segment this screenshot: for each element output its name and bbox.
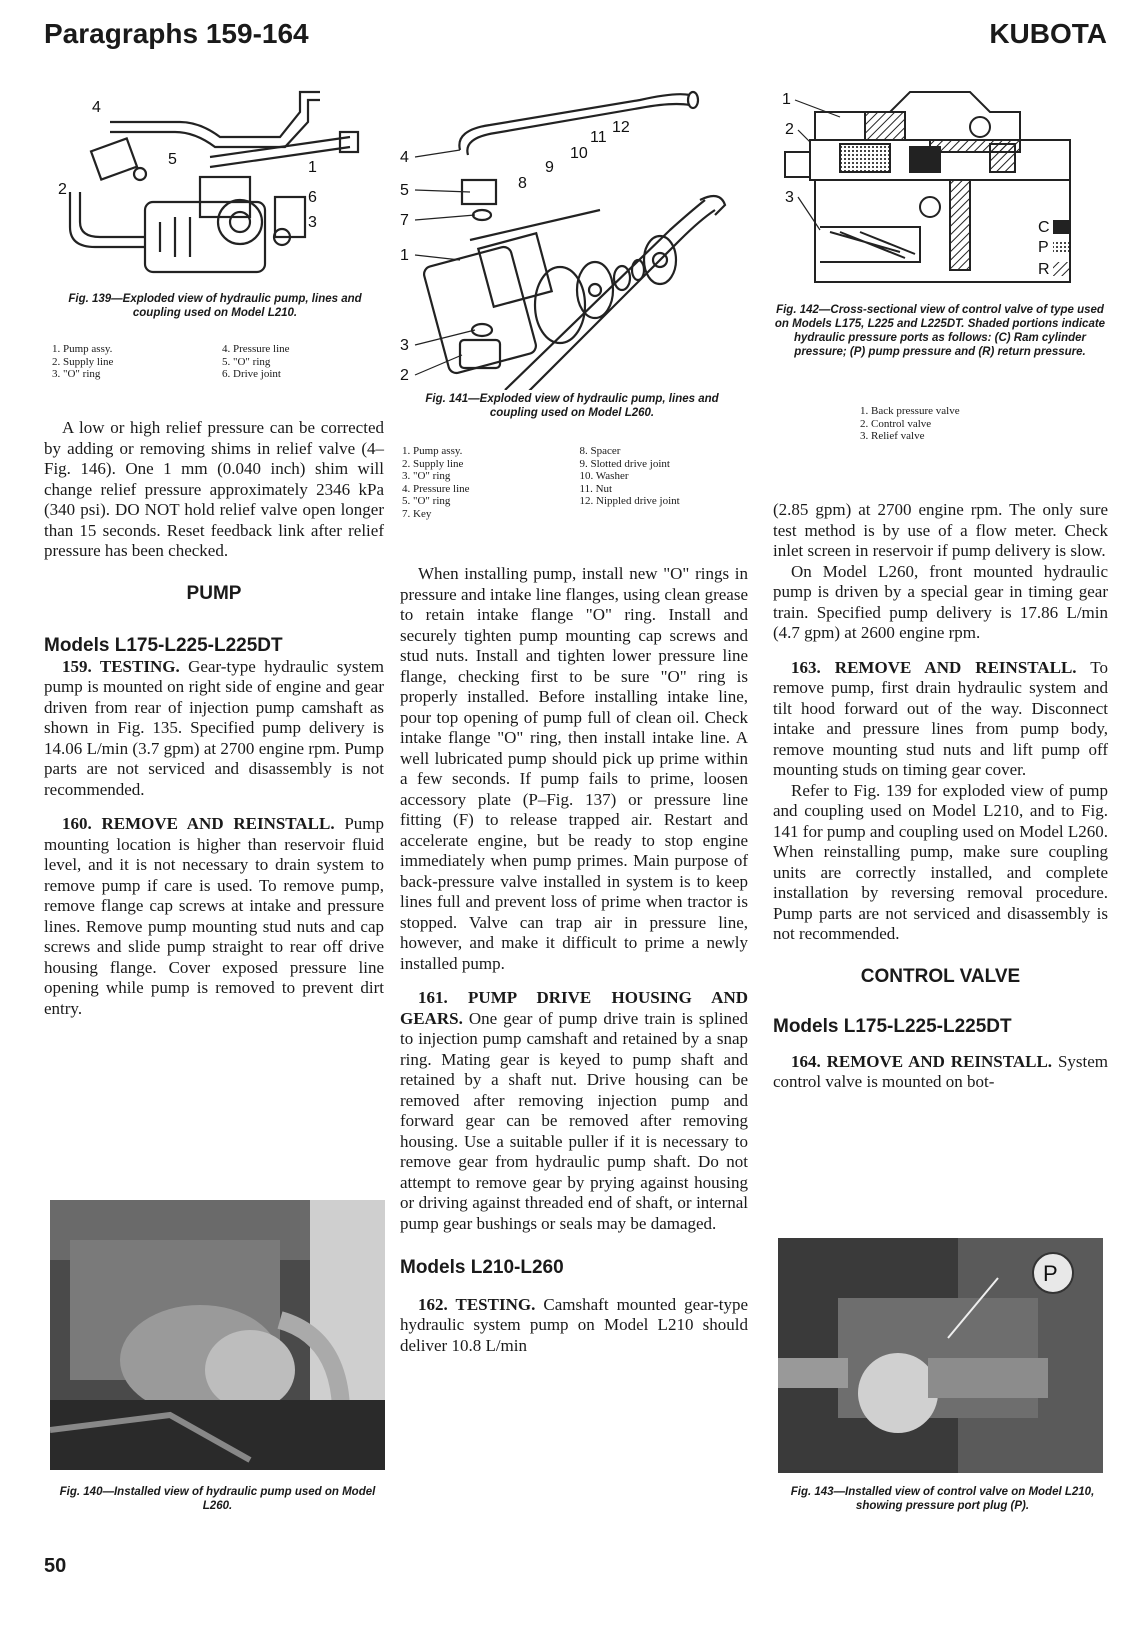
legend-item: 1. Back pressure valve xyxy=(860,405,960,417)
fig141-callout: 12 xyxy=(612,119,630,136)
fig142-drawing xyxy=(780,82,1105,297)
paragraph-installing-pump: When installing pump, install new "O" rings in pressure and intake line flanges, using clean grease to retain intake flange "O" ring. Install and securely tighten pump mounting cap screws and stud nuts. Install and tighten lower pressure line flange, checking first to be sure "O" ring is properly installed. Before installing intake line, pour top opening of pump full of clean oil. Check intake flange "O" ring, then install intake line. A well lubricated pump should pick up prime within a few seconds. If pump fails to prime, loosen accessory plate (P–Fig. 137) or pressure line fitting (F) to release trapped air. Restart and accelerate engine, but be ready to stop engine immediately when pump primes. Main purpose of back-pressure valve installed in system is to keep lines full and prevent loss of prime when tractor is stopped. Valve can trap air in pressure line, however, and make it difficult to prime a newly installed pump. xyxy=(400,564,748,973)
fig143-photo-render xyxy=(778,1238,1103,1473)
paragraph-164-lead: 164. REMOVE AND REINSTALL. xyxy=(791,1051,1053,1071)
fig141-callout: 1 xyxy=(400,247,409,264)
paragraph-163-lead: 163. REMOVE AND REINSTALL. xyxy=(791,657,1077,677)
legend-item: 11. Nut xyxy=(579,482,613,495)
fig142-key-c: C xyxy=(1038,219,1050,236)
fig139-drawing xyxy=(50,82,380,287)
fig139-callout: 5 xyxy=(168,151,177,168)
paragraph-161-lead: 161. PUMP DRIVE HOUSING AND GEARS. xyxy=(400,988,748,1028)
column-1 xyxy=(44,418,384,1019)
fig142-legend xyxy=(860,405,1060,443)
paragraph-relief-pressure: A low or high relief pressure can be corrected by adding or removing shims in relief valve (4–Fig. 146). One 1 mm (0.040 inch) shim will change relief pressure approximately 2346 kPa (340 psi). DO NOT hold relief valve open longer than 15 seconds. Reset feedback link after relief pressure has been checked. xyxy=(44,418,384,560)
fig143-caption: Fig. 143—Installed view of control valve on Model L210, showing pressure port plug (P). xyxy=(790,1486,1095,1512)
models-heading: Models L175-L225-L225DT xyxy=(44,635,283,656)
legend-item: 5. "O" ring xyxy=(402,495,451,507)
fig141-callout: 7 xyxy=(400,212,409,229)
legend-item: 4. Pressure line xyxy=(222,343,290,355)
fig142-callout: 3 xyxy=(785,189,794,206)
fig140-caption: Fig. 140—Installed view of hydraulic pump used on Model L260. xyxy=(59,1486,376,1512)
fig141-legend xyxy=(402,445,747,520)
fig141-callout: 10 xyxy=(570,145,588,162)
paragraph-159-text: Gear-type hydraulic system pump is mounted on right side of engine and gear driven from rear of injection pump camshaft as shown in Fig. 135. Specified pump delivery is 14.06 L/min (3.7 gpm) at 2700 engine rpm. Pump parts are not serviced and disassembly is not recommended. xyxy=(44,656,384,799)
paragraph-162-text: Camshaft mounted gear-type hydraulic system pump on Model L210 should deliver 10.8 L/min xyxy=(400,1294,748,1355)
fig143-label-p: P xyxy=(1043,1261,1058,1286)
section-heading-pump: PUMP xyxy=(186,582,242,604)
fig139-callout: 2 xyxy=(58,181,67,198)
legend-item: 2. Supply line xyxy=(52,355,114,368)
paragraph-test-method: (2.85 gpm) at 2700 engine rpm. The only sure test method is by use of a flow meter. Check inlet screen in reservoir if pump delivery is slow. xyxy=(773,500,1108,560)
fig142-key-p: P xyxy=(1038,239,1049,256)
paragraph-161-text: One gear of pump drive train is splined to injection pump camshaft and retained by a snap ring. Mating gear is keyed to pump shaft and retained by a shaft nut. Drive housing can be removed after removing injection pump and forward gear can be removed after removing housing. Use a suitable puller if it is necessary to remove gear from hydraulic pump shaft. Do not attempt to remove gear by prying against housing or driving against threaded end of shaft, or internal pump gear bushings or seals may be damaged. xyxy=(400,1008,748,1233)
legend-item: 2. Supply line xyxy=(402,457,464,470)
fig141-caption: Fig. 141—Exploded view of hydraulic pump, lines and coupling used on Model L260. xyxy=(425,393,719,419)
fig139-callout: 3 xyxy=(308,214,317,231)
fig139-callout: 1 xyxy=(308,159,317,176)
fig141-callout: 3 xyxy=(400,337,409,354)
legend-item: 6. Drive joint xyxy=(222,368,281,380)
fig141-callout: 9 xyxy=(545,159,554,176)
legend-item: 3. Relief valve xyxy=(860,430,925,442)
fig143-photo xyxy=(778,1238,1103,1473)
fig141-drawing xyxy=(400,80,750,390)
legend-item: 9. Slotted drive joint xyxy=(579,457,670,470)
running-header-right: KUBOTA xyxy=(989,18,1107,49)
legend-item: 5. "O" ring xyxy=(222,355,271,368)
paragraph-160-lead: 160. REMOVE AND REINSTALL. xyxy=(62,814,335,833)
fig141-callout: 11 xyxy=(590,129,607,146)
fig142-callout: 2 xyxy=(785,121,794,138)
legend-item: 12. Nippled drive joint xyxy=(579,495,680,507)
paragraph-164-text: System control valve is mounted on bot- xyxy=(773,1051,1109,1091)
paragraph-163-text: To remove pump, first drain hydraulic system and tilt hood forward out of the way. Disconnect intake and pressure lines from pump body, remove mounting stud nuts and lift pump off mounting studs on timing gear cover. xyxy=(773,657,1109,779)
legend-item: 4. Pressure line xyxy=(402,482,470,495)
legend-item: 7. Key xyxy=(402,507,432,520)
legend-item: 1. Pump assy. xyxy=(52,343,113,355)
fig141-callout: 5 xyxy=(400,182,409,199)
fig141-callout: 2 xyxy=(400,367,409,384)
page-number: 50 xyxy=(44,1555,67,1577)
paragraph-refer-figs: Refer to Fig. 139 for exploded view of pump and coupling used on Model L210, and to Fig. 141 for pump and coupling used on Model L260. When reinstalling pump, make sure coupling units are correctly installed, and complete installation by reversing removal procedure. Pump parts are not serviced and disassembly is not recommended. xyxy=(773,780,1108,943)
paragraph-162-lead: 162. TESTING. xyxy=(418,1294,536,1314)
models-heading: Models L175-L225-L225DT xyxy=(773,1016,1012,1037)
fig139-callout: 4 xyxy=(92,99,101,116)
legend-item xyxy=(580,508,748,521)
column-2 xyxy=(400,564,748,1356)
fig141-callout: 4 xyxy=(400,149,409,166)
legend-item: 3. "O" ring xyxy=(402,470,451,482)
legend-item: 8. Spacer xyxy=(579,445,621,457)
fig140-photo-render xyxy=(50,1200,385,1470)
models-heading: Models L210-L260 xyxy=(400,1257,564,1278)
fig139-caption: Fig. 139—Exploded view of hydraulic pump, lines and coupling used on Model L210. xyxy=(68,293,362,319)
legend-item: 10. Washer xyxy=(579,470,629,482)
fig142-key-r: R xyxy=(1038,261,1050,278)
paragraph-l260-pump: On Model L260, front mounted hydraulic pump is driven by a special gear in timing gear train. Specified pump delivery is 17.86 L/min (4.7 gpm) at 2600 engine rpm. xyxy=(773,561,1108,642)
paragraph-159-lead: 159. TESTING. xyxy=(62,656,180,676)
fig139-callout: 6 xyxy=(308,189,317,206)
column-3 xyxy=(773,500,1108,1093)
fig142-callout: 1 xyxy=(782,91,791,108)
fig139-legend xyxy=(52,343,382,381)
paragraph-160-text: Pump mounting location is higher than reservoir fluid level, and it is not necessary to drain system to remove pump if care is used. To remove pump, remove flange cap screws at intake and pressure lines. Remove pump mounting stud nuts and cap screws and slide pump straight to rear off drive housing flange. Cover exposed pressure line opening while pump is removed to prevent dirt entry. xyxy=(44,814,385,1018)
fig140-photo xyxy=(50,1200,385,1470)
legend-item: 2. Control valve xyxy=(860,417,932,430)
fig142-caption: Fig. 142—Cross-sectional view of control valve of type used on Models L175, L225 and L225DT. Shaded portions indicate hydraulic pressure ports as follows: (C) Ram cylinder pressure; (P) pump pressure and (R) return pressure. xyxy=(774,304,1106,358)
legend-item: 3. "O" ring xyxy=(52,368,101,380)
fig141-callout: 8 xyxy=(518,175,527,192)
section-heading-control-valve: CONTROL VALVE xyxy=(860,965,1021,987)
legend-item: 1. Pump assy. xyxy=(402,445,463,457)
running-header-left: Paragraphs 159-164 xyxy=(44,18,309,49)
